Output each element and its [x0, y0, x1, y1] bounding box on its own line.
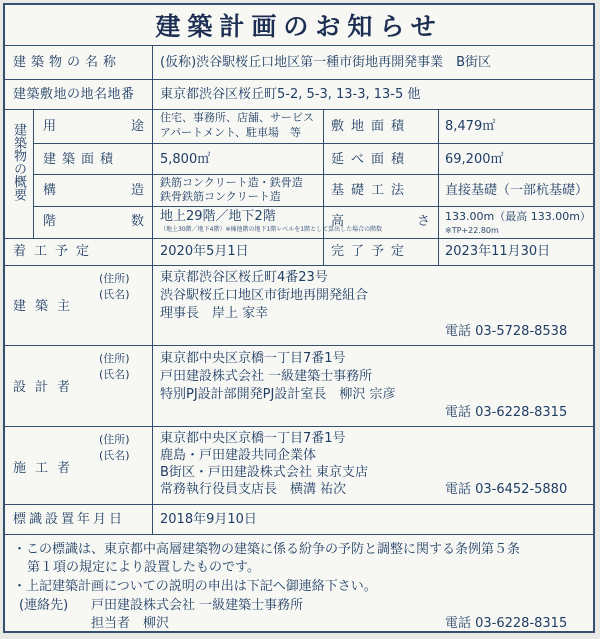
floor-area-label: 延べ面積 — [331, 152, 412, 167]
structure-label-first: 構 — [43, 183, 58, 198]
designer-name-tag: (氏名) — [99, 368, 130, 381]
contractor-branch: B街区・戸田建設株式会社 東京支店 — [160, 465, 369, 480]
board-title: 建築計画のお知らせ — [5, 5, 593, 46]
floors-note: （地上30階／地下4階）※棟他階の地下1階レベルを1階として算出した場合の階数 — [160, 226, 383, 233]
floors-label-last: 数 — [131, 214, 146, 229]
overview-group-label: 建築物の概要 — [11, 123, 26, 201]
site-address-label: 建築敷地の地名地番 — [13, 87, 135, 102]
floors-label-first: 階 — [43, 214, 58, 229]
row-divider — [5, 238, 593, 239]
foundation-label: 基礎工法 — [331, 183, 412, 198]
contractor-jv: 鹿島・戸田建設共同企業体 — [160, 448, 317, 463]
column-divider — [152, 45, 153, 534]
row-divider — [5, 79, 593, 80]
notice-board — [3, 3, 595, 633]
contact-organization: 戸田建設株式会社 一級建築士事務所 — [91, 598, 304, 613]
completion-label: 完了予定 — [331, 244, 412, 259]
column-divider — [438, 109, 439, 265]
contractor-label: 施工者 — [13, 461, 80, 476]
row-divider — [5, 109, 593, 110]
owner-address-tag: (住所) — [99, 272, 130, 285]
height-label-last: さ — [417, 214, 432, 229]
designer-address: 東京都中央区京橋一丁目7番1号 — [160, 351, 346, 366]
contractor-phone: 電話 03-6452-5880 — [445, 482, 568, 497]
building-name-label: 建築物の名称 — [13, 55, 122, 70]
structure-label-last: 造 — [131, 183, 146, 198]
structure-value-line2: 鉄骨鉄筋コンクリート造 — [160, 190, 281, 203]
row-divider — [33, 206, 593, 207]
sign-date-value: 2018年9月10日 — [160, 512, 257, 527]
building-name-value: (仮称)渋谷駅桜丘口地区第一種市街地再開発事業 B街区 — [160, 55, 492, 70]
designer-phone: 電話 03-6228-8315 — [445, 405, 568, 420]
height-note: ※TP+22.80m — [445, 226, 499, 235]
designer-organization: 戸田建設株式会社 一級建築士事務所 — [160, 369, 373, 384]
structure-value-line1: 鉄筋コンクリート造・鉄骨造 — [160, 176, 303, 189]
use-label-first: 用 — [43, 119, 58, 134]
row-divider — [33, 174, 593, 175]
site-address-value: 東京都渋谷区桜丘町5-2, 5-3, 13-3, 13-5 他 — [160, 87, 421, 102]
row-divider — [5, 426, 593, 427]
start-value: 2020年5月1日 — [160, 244, 249, 259]
owner-name-tag: (氏名) — [99, 288, 130, 301]
floors-value: 地上29階／地下2階 — [160, 209, 276, 224]
column-divider — [323, 109, 324, 265]
row-divider — [5, 345, 593, 346]
site-area-label: 敷地面積 — [331, 119, 412, 134]
owner-address: 東京都渋谷区桜丘町4番23号 — [160, 270, 328, 285]
row-divider — [5, 265, 593, 266]
owner-label: 建築主 — [13, 299, 80, 314]
owner-phone: 電話 03-5728-8538 — [445, 324, 568, 339]
owner-organization: 渋谷駅桜丘口地区市街地再開発組合 — [160, 288, 369, 303]
height-value: 133.00m（最高 133.00m） — [445, 210, 591, 223]
designer-representative: 特別PJ設計部開発PJ設計室長 柳沢 宗彦 — [160, 387, 396, 402]
sign-date-label: 標識設置年月日 — [13, 512, 126, 527]
use-label-last: 途 — [131, 119, 146, 134]
use-value-line1: 住宅、事務所、店舗、サービス — [160, 111, 314, 124]
start-label: 着工予定 — [13, 244, 98, 259]
contractor-name-tag: (氏名) — [99, 449, 130, 462]
building-area-value: 5,800㎡ — [160, 152, 211, 167]
contact-label: (連絡先) — [19, 598, 69, 613]
use-value-line2: アパートメント、駐車場 等 — [160, 126, 302, 139]
foundation-value: 直接基礎（一部杭基礎） — [445, 183, 589, 198]
site-area-value: 8,479㎡ — [445, 119, 496, 134]
row-divider — [5, 534, 593, 535]
contractor-address-tag: (住所) — [99, 433, 130, 446]
row-divider — [5, 504, 593, 505]
designer-address-tag: (住所) — [99, 352, 130, 365]
floor-area-value: 69,200㎡ — [445, 152, 504, 167]
row-divider — [33, 143, 593, 144]
column-divider — [33, 109, 34, 238]
owner-representative: 理事長 岸上 家幸 — [160, 306, 269, 321]
completion-value: 2023年11月30日 — [445, 244, 551, 259]
note-line-3: ・上記建築計画についての説明の申出は下記へ御連絡下さい。 — [13, 579, 377, 594]
building-area-label: 建築面積 — [43, 152, 120, 167]
contractor-address: 東京都中央区京橋一丁目7番1号 — [160, 431, 346, 446]
contact-phone: 電話 03-6228-8315 — [445, 616, 568, 631]
contact-person: 担当者 柳沢 — [91, 616, 170, 631]
note-line-1: ・この標識は、東京都中高層建築物の建築に係る紛争の予防と調整に関する条例第５条 — [13, 542, 521, 557]
height-label-first: 高 — [331, 214, 346, 229]
designer-label: 設計者 — [13, 380, 80, 395]
contractor-representative: 常務執行役員支店長 横溝 祐次 — [160, 482, 347, 497]
note-line-2: 第１項の規定により設置したものです。 — [27, 560, 260, 575]
